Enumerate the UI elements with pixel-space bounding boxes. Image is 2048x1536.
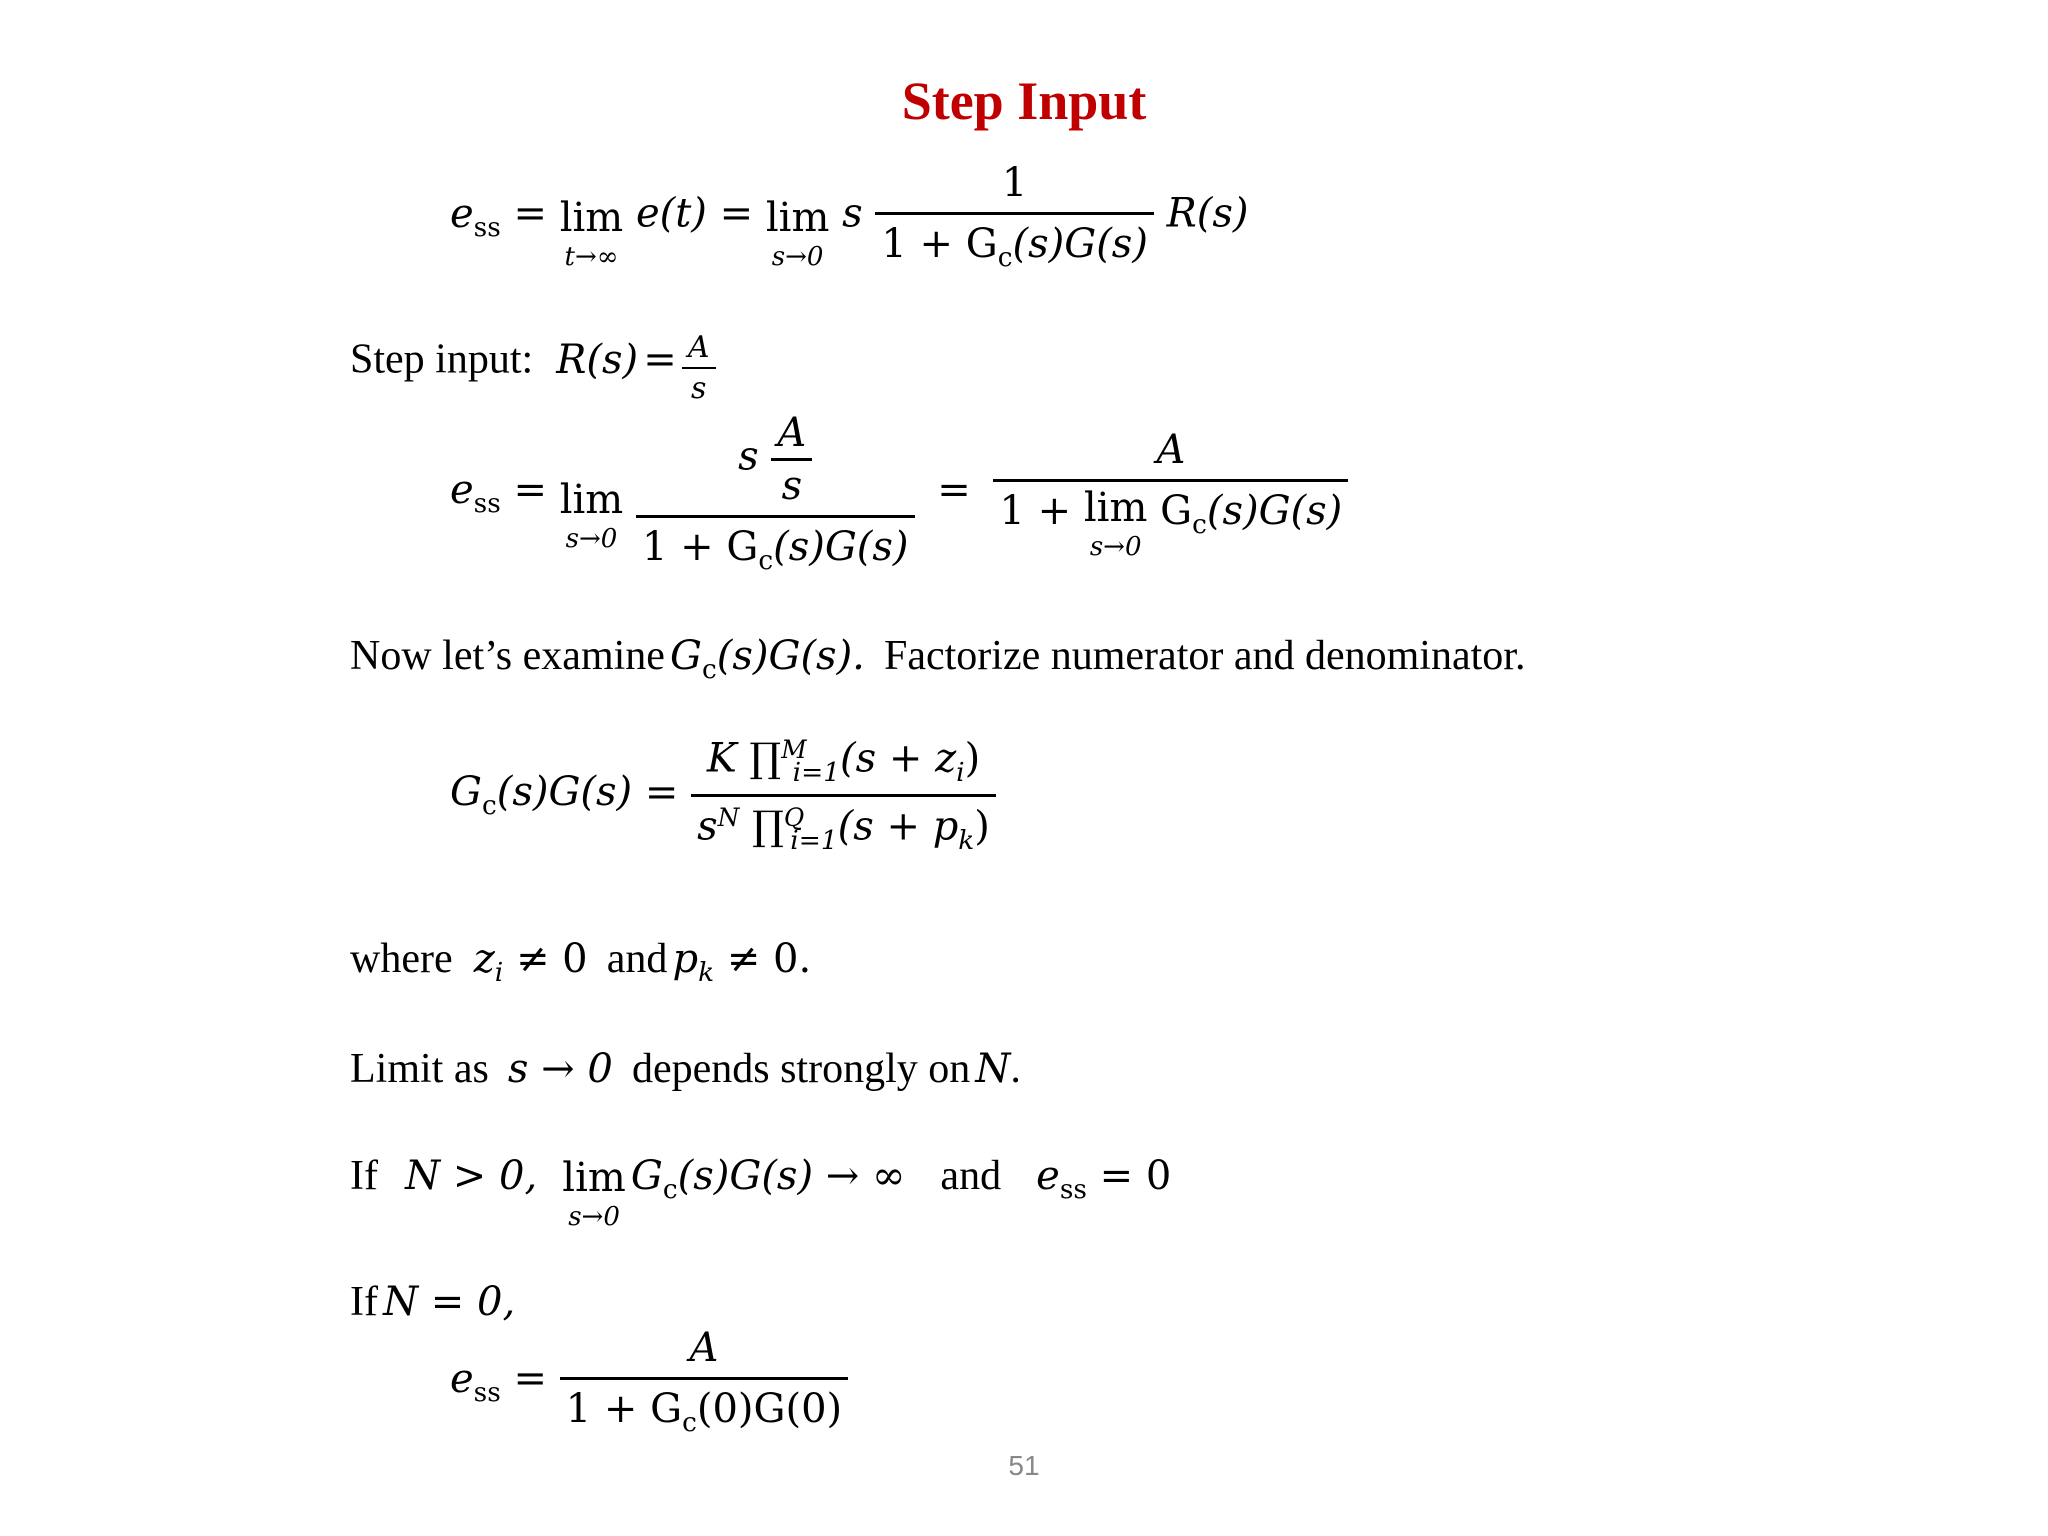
fraction-factorized: $\frac{K \prod^M_{i=1}(s + z_i)}{s^N \prod^Q_{i=1}(s + p_k)}$ bbox=[691, 735, 996, 856]
limit-line bbox=[350, 1045, 1021, 1093]
if-n-positive-line bbox=[350, 1152, 1171, 1230]
gcg-lhs: $G_c(s)G(s)$ bbox=[450, 769, 633, 822]
e-of-t: e(t) bbox=[635, 190, 707, 237]
s-to-zero: s → 0 bbox=[507, 1046, 613, 1092]
zi-condition: $z_i \ne 0$ bbox=[473, 936, 588, 989]
n-positive-condition: N > 0, bbox=[405, 1153, 538, 1199]
examine-line bbox=[350, 632, 1525, 685]
depends-text: depends strongly on bbox=[631, 1046, 971, 1092]
page-number: 51 bbox=[1008, 1450, 1040, 1481]
limit-t: lim t→∞ bbox=[559, 195, 624, 272]
period: . bbox=[1010, 1046, 1021, 1092]
ess-symbol: $e_{ss}$ bbox=[450, 467, 501, 520]
equation-ess-n-zero bbox=[450, 1325, 848, 1438]
limit-text: Limit as bbox=[350, 1046, 489, 1092]
and-text: and bbox=[940, 1153, 1002, 1199]
if-text: If bbox=[350, 1279, 378, 1325]
step-input-label: Step input: bbox=[350, 336, 534, 383]
r-of-s: R(s) bbox=[556, 336, 639, 383]
equals-sign: = bbox=[644, 769, 679, 816]
equals-sign: = bbox=[643, 336, 677, 383]
fraction-step-left: s $\frac{A}{s}$ $1 + G_c(s)G(s)$ bbox=[636, 410, 915, 576]
r-of-s: R(s) bbox=[1166, 190, 1249, 237]
n-symbol: N bbox=[975, 1046, 1011, 1092]
factorize-text: Factorize numerator and denominator. bbox=[884, 633, 1526, 679]
equation-factorized bbox=[450, 735, 996, 856]
pk-condition: $p_k \ne 0$. bbox=[672, 936, 812, 989]
equals-sign: = bbox=[513, 1355, 547, 1402]
fraction-closed-loop: $\frac{1}{1 + G_c(s)G(s)}$ bbox=[875, 160, 1154, 273]
equation-ess-step bbox=[450, 410, 1348, 576]
examine-text: Now let’s examine bbox=[350, 633, 665, 679]
ess-symbol: $e_{ss}$ bbox=[450, 1355, 501, 1408]
and-text: and bbox=[606, 936, 668, 982]
gcg-to-infinity: $G_c(s)G(s)$ → ∞ bbox=[630, 1153, 906, 1206]
if-n-zero-line bbox=[350, 1278, 515, 1326]
equals-sign: = bbox=[937, 467, 971, 514]
equals-sign: = bbox=[513, 190, 547, 237]
ess-zero: $e_{ss} = 0$ bbox=[1036, 1153, 1172, 1206]
equals-sign: = bbox=[719, 190, 754, 237]
if-text: If bbox=[350, 1153, 378, 1199]
fraction-n-zero: $\frac{A}{1 + G_c(0)G(0)}$ bbox=[560, 1325, 848, 1438]
equation-ess-definition bbox=[450, 160, 1249, 273]
limit-s: lim s→0 bbox=[559, 477, 624, 554]
where-text: where bbox=[350, 936, 453, 982]
fraction-step-right: A 1 + lim s→0 $G_c(s)G(s)$ bbox=[993, 427, 1348, 560]
gcg-symbol: $G_c(s)G(s)$. bbox=[670, 633, 865, 686]
ess-symbol: $e_{ss}$ bbox=[450, 190, 501, 243]
n-zero-condition: N = 0, bbox=[383, 1279, 516, 1325]
limit-s: lim s→0 bbox=[562, 1155, 626, 1232]
s-variable: s bbox=[842, 190, 863, 237]
where-line bbox=[350, 935, 811, 988]
step-input-definition bbox=[350, 330, 716, 406]
limit-s: lim s→0 bbox=[765, 195, 830, 272]
a-over-s-fraction: $\frac{A}{s}$ bbox=[682, 330, 716, 406]
equals-sign: = bbox=[513, 467, 547, 514]
slide-title: Step Input bbox=[901, 71, 1147, 131]
